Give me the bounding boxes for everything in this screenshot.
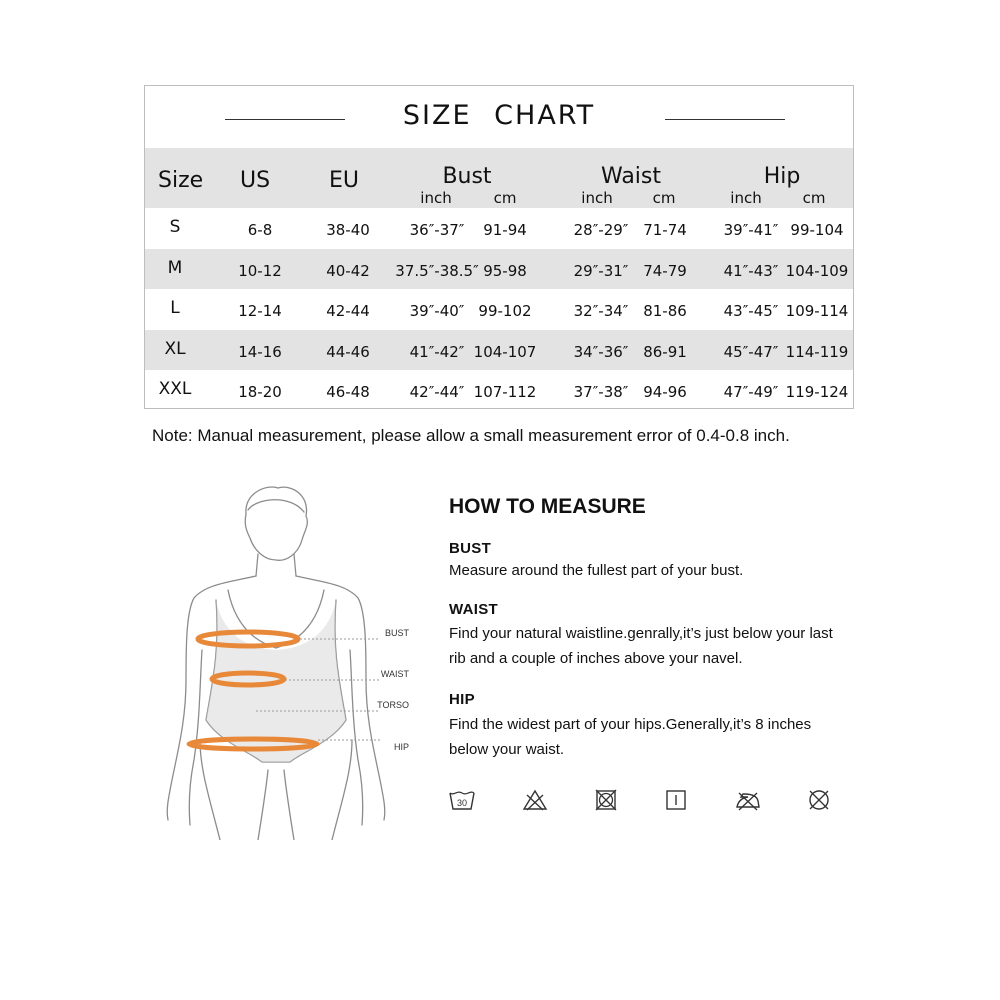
title-rule-right <box>665 119 785 120</box>
cell-bust-cm: 99-102 <box>478 302 532 320</box>
cell-us: 10-12 <box>238 261 282 280</box>
cell-waist-inch: 34″-36″ <box>573 342 629 361</box>
torso-label: TORSO <box>377 700 409 710</box>
col-header-hip: Hip <box>763 164 801 189</box>
cell-size: L <box>170 298 180 318</box>
bust-measure-band <box>198 632 298 646</box>
col-header-hip-inch: inch <box>730 189 762 207</box>
bust-section-text: Measure around the fullest part of your bust. <box>449 562 744 579</box>
col-header-eu: EU <box>329 168 360 193</box>
wash-temperature: 30 <box>456 798 468 808</box>
line-dry-icon <box>662 786 690 814</box>
cell-waist-cm: 94-96 <box>643 383 687 401</box>
cell-size: XXL <box>158 379 192 399</box>
col-header-waist-cm: cm <box>652 189 676 207</box>
cell-eu: 46-48 <box>326 383 370 401</box>
col-header-bust-cm: cm <box>493 189 517 207</box>
how-to-measure-title: HOW TO MEASURE <box>449 495 646 518</box>
col-header-waist: Waist <box>600 164 662 189</box>
note-label: Note <box>152 426 188 445</box>
table-row <box>145 208 853 249</box>
cell-waist-cm: 74-79 <box>643 261 687 280</box>
cell-hip-inch: 39″-41″ <box>723 221 779 239</box>
col-header-hip-cm: cm <box>802 189 826 207</box>
cell-waist-cm: 86-91 <box>643 342 687 361</box>
cell-hip-inch: 47″-49″ <box>723 383 779 401</box>
do-not-tumble-dry-icon <box>592 786 620 814</box>
size-chart-header <box>145 86 853 148</box>
table-row <box>145 289 853 330</box>
cell-waist-inch: 37″-38″ <box>573 383 629 401</box>
wash-30-icon <box>448 786 476 814</box>
cell-us: 12-14 <box>238 302 282 320</box>
table-row <box>145 330 853 371</box>
table-row <box>145 370 853 411</box>
col-header-waist-inch: inch <box>581 189 613 207</box>
column-header-row <box>145 148 853 208</box>
body-measurement-figure <box>150 480 420 840</box>
cell-size: XL <box>164 338 186 359</box>
cell-bust-cm: 91-94 <box>483 221 527 239</box>
hip-section-title: HIP <box>449 691 475 708</box>
cell-us: 18-20 <box>238 383 282 401</box>
waist-label: WAIST <box>380 669 409 679</box>
cell-waist-cm: 71-74 <box>643 221 687 239</box>
hip-section-text: Find the widest part of your hips.Generally,it’s 8 inches below your waist. <box>449 716 812 758</box>
note-text: : Manual measurement, please allow a small measurement error of 0.4-0.8 inch. <box>187 426 790 445</box>
cell-waist-inch: 28″-29″ <box>573 221 629 239</box>
waist-section-title: WAIST <box>449 601 498 618</box>
cell-hip-inch: 43″-45″ <box>723 302 779 320</box>
cell-eu: 40-42 <box>326 261 370 280</box>
cell-hip-cm: 99-104 <box>790 221 844 239</box>
cell-eu: 44-46 <box>326 342 370 361</box>
cell-hip-cm: 119-124 <box>785 383 849 401</box>
cell-bust-inch: 39″-40″ <box>409 302 465 320</box>
cell-hip-cm: 109-114 <box>785 302 849 320</box>
waist-section-text: Find your natural waistline.genrally,it’s just below your last rib and a couple of inches above your navel. <box>449 625 833 667</box>
cell-waist-inch: 32″-34″ <box>573 302 629 320</box>
col-header-bust-inch: inch <box>420 189 452 207</box>
cell-hip-cm: 104-109 <box>785 261 849 280</box>
cell-eu: 42-44 <box>326 302 370 320</box>
hip-label: HIP <box>393 742 409 752</box>
cell-size: S <box>169 217 181 237</box>
cell-hip-inch: 45″-47″ <box>723 342 779 361</box>
cell-bust-cm: 95-98 <box>483 261 527 280</box>
col-header-us: US <box>240 168 271 193</box>
cell-us: 6-8 <box>247 221 273 239</box>
table-row <box>145 249 853 290</box>
cell-hip-inch: 41″-43″ <box>723 261 779 280</box>
cell-bust-inch: 36″-37″ <box>409 221 465 239</box>
cell-us: 14-16 <box>238 342 282 361</box>
col-header-bust: Bust <box>442 164 492 189</box>
do-not-bleach-icon <box>521 786 549 814</box>
bust-label: BUST <box>384 628 409 638</box>
cell-bust-inch: 41″-42″ <box>409 342 465 361</box>
cell-bust-cm: 104-107 <box>473 342 537 361</box>
cell-bust-cm: 107-112 <box>473 383 537 401</box>
size-chart-table <box>144 85 854 409</box>
do-not-dry-clean-icon <box>805 786 833 814</box>
cell-bust-inch: 37.5″-38.5″ <box>395 261 479 280</box>
measurement-note <box>152 426 790 446</box>
size-chart-title: SIZE CHART <box>402 100 596 131</box>
cell-waist-cm: 81-86 <box>643 302 687 320</box>
do-not-iron-icon <box>734 786 762 814</box>
cell-eu: 38-40 <box>326 221 370 239</box>
cell-waist-inch: 29″-31″ <box>573 261 629 280</box>
col-header-size: Size <box>158 168 204 193</box>
cell-hip-cm: 114-119 <box>785 342 849 361</box>
bust-section-title: BUST <box>449 540 492 557</box>
cell-size: M <box>167 257 183 278</box>
cell-bust-inch: 42″-44″ <box>409 383 465 401</box>
